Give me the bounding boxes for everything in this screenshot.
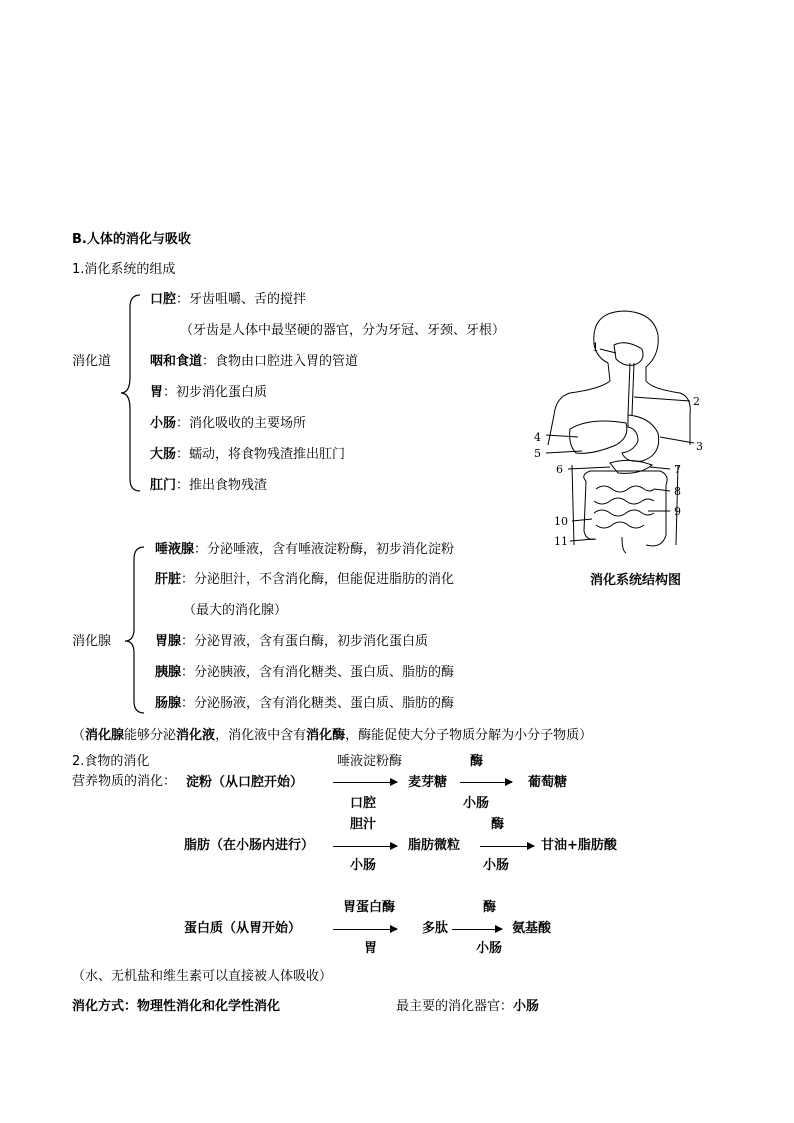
fat-arrow-2 <box>480 846 534 847</box>
protein-arrow-1 <box>333 929 397 930</box>
diagram-num-10: 10 <box>554 515 568 528</box>
tract-item-esophagus: 咽和食道：食物由口腔进入胃的管道 <box>150 354 359 369</box>
tract-label: 消化道 <box>72 354 112 369</box>
stomach-shape <box>622 415 659 461</box>
fat-enzyme2-bottom: 小肠 <box>483 858 510 873</box>
protein-enzyme1-top: 胃蛋白酶 <box>343 900 396 915</box>
tract-item-stomach: 胃：初步消化蛋白质 <box>150 385 268 400</box>
gland-item-pancreas: 胰腺：分泌胰液，含有消化糖类、蛋白质、脂肪的酶 <box>155 665 455 680</box>
fat-end: 甘油+脂肪酸 <box>541 838 617 853</box>
main-organ: 最主要的消化器官：小肠 <box>396 999 540 1014</box>
tract-note-teeth: （牙齿是人体中最坚硬的器官，分为牙冠、牙颈、牙根） <box>180 323 506 338</box>
gland-item-gastric: 胃腺：分泌胃液，含有蛋白酶，初步消化蛋白质 <box>155 634 429 649</box>
diagram-caption: 消化系统结构图 <box>590 573 682 588</box>
starch-enzyme2-bottom: 小肠 <box>463 796 490 811</box>
liver-shape <box>570 421 627 453</box>
gland-item-liver: 肝脏：分泌胆汁，不含消化酶，但能促进脂肪的消化 <box>155 572 455 587</box>
diagram-num-2: 2 <box>693 395 700 408</box>
body-outline-left <box>548 363 610 445</box>
tract-item-small-intestine: 小肠：消化吸收的主要场所 <box>150 416 307 431</box>
protein-start: 蛋白质（从胃开始） <box>184 921 302 936</box>
fat-mid: 脂肪微粒 <box>408 838 461 853</box>
fat-enzyme1-top: 胆汁 <box>350 817 377 832</box>
protein-enzyme2-bottom: 小肠 <box>476 941 503 956</box>
starch-mid: 麦芽糖 <box>408 775 448 790</box>
protein-arrow-2 <box>452 929 502 930</box>
section-title: B.人体的消化与吸收 <box>72 232 191 247</box>
diagram-num-9: 9 <box>674 505 681 518</box>
starch-enzyme1-bottom: 口腔 <box>350 796 377 811</box>
nutrient-label: 营养物质的消化： <box>72 774 177 789</box>
fat-start: 脂肪（在小肠内进行） <box>184 838 315 853</box>
glands-summary: （消化腺能够分泌消化液，消化液中含有消化酶，酶能促使大分子物质分解为小分子物质） <box>72 728 593 743</box>
protein-mid: 多肽 <box>422 921 449 936</box>
diagram-num-11: 11 <box>554 535 568 548</box>
tract-item-large-intestine: 大肠：蠕动，将食物残渣推出肛门 <box>150 447 346 462</box>
gland-item-salivary: 唾液腺：分泌唾液，含有唾液淀粉酶，初步消化淀粉 <box>155 542 455 557</box>
diagram-num-7: 7 <box>674 463 681 476</box>
fat-arrow-1 <box>333 846 397 847</box>
protein-enzyme1-bottom: 胃 <box>364 941 378 956</box>
large-intestine-shape <box>584 471 667 546</box>
fat-enzyme1-bottom: 小肠 <box>350 858 377 873</box>
tract-item-anus: 肛门：推出食物残渣 <box>150 478 268 493</box>
diagram-num-8: 8 <box>674 485 681 498</box>
body-outline-right <box>594 311 691 445</box>
starch-arrow-2 <box>460 782 512 783</box>
part2-heading: 2.食物的消化 <box>72 754 150 769</box>
diagram-num-5: 5 <box>534 447 541 460</box>
gland-note-liver: （最大的消化腺） <box>183 603 288 618</box>
absorption-note: （水、无机盐和维生素可以直接被人体吸收） <box>72 969 333 984</box>
protein-end: 氨基酸 <box>512 921 552 936</box>
diagram-num-6: 6 <box>556 463 563 476</box>
glands-brace <box>122 545 148 715</box>
starch-start: 淀粉（从口腔开始） <box>186 775 304 790</box>
gland-item-intestinal: 肠腺：分泌肠液，含有消化糖类、蛋白质、脂肪的酶 <box>155 696 455 711</box>
protein-enzyme2-top: 酶 <box>483 900 497 915</box>
starch-enzyme2-top: 酶 <box>470 754 484 769</box>
part1-heading: 1.消化系统的组成 <box>72 262 176 277</box>
tract-item-mouth: 口腔：牙齿咀嚼、舌的搅拌 <box>150 292 307 307</box>
digestion-method: 消化方式：物理性消化和化学性消化 <box>72 999 281 1014</box>
digestive-system-diagram <box>530 305 710 555</box>
diagram-num-1: 1 <box>592 341 599 354</box>
tract-brace <box>118 293 144 493</box>
diagram-num-3: 3 <box>696 440 703 453</box>
starch-end: 葡萄糖 <box>528 775 568 790</box>
fat-enzyme2-top: 酶 <box>491 817 505 832</box>
glands-label: 消化腺 <box>72 634 112 649</box>
starch-arrow-1 <box>333 782 397 783</box>
diagram-num-4: 4 <box>534 431 541 444</box>
starch-enzyme1-top: 唾液淀粉酶 <box>337 754 403 769</box>
